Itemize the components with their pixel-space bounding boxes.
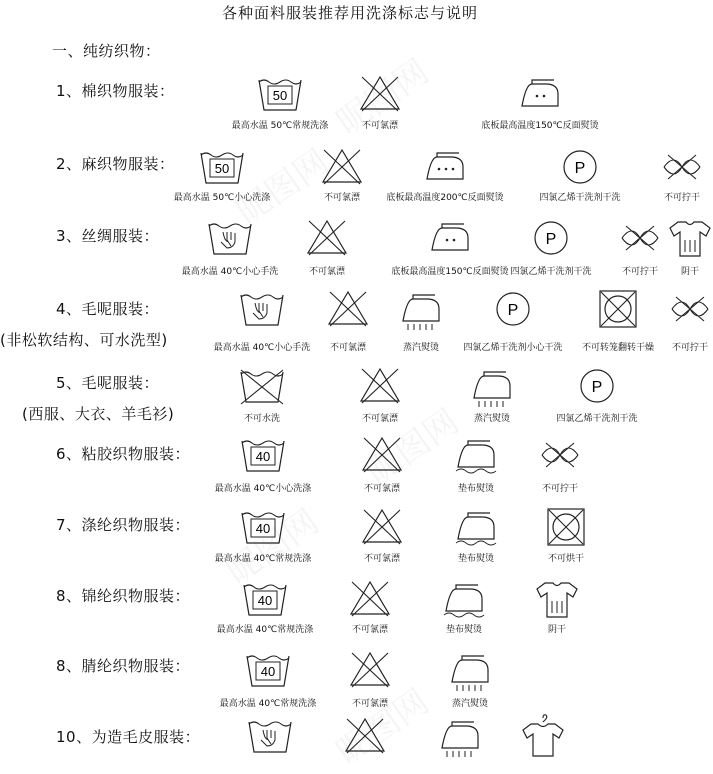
hang-dry-icon	[520, 714, 566, 758]
care-caption: 不可拧干	[671, 343, 709, 353]
care-caption: 不可转笼翻转干燥	[581, 343, 655, 353]
section-note: (西服、大衣、羊毛衫)	[22, 405, 175, 423]
section-label: 5、毛呢服装：	[56, 374, 160, 392]
wash-tub-icon	[199, 145, 245, 189]
care-caption: 蒸汽熨烫	[473, 414, 511, 424]
section-label: 7、涤纶织物服装：	[56, 516, 191, 534]
wash-temperature: 40	[260, 664, 276, 679]
section-note: (非松软结构、可水洗型)	[0, 331, 168, 349]
iron-icon	[517, 72, 563, 116]
care-caption: 四氯乙烯干洗剂干洗	[539, 193, 621, 203]
no-bleach-icon	[304, 216, 350, 260]
care-caption: 底板最高温度150℃反面熨烫	[481, 121, 599, 131]
care-caption: 不可氯漂	[351, 625, 389, 635]
no-bleach-icon	[325, 287, 371, 331]
shade-dry-icon	[534, 577, 580, 621]
wash-tub-icon	[245, 648, 291, 692]
care-caption: 垫布熨烫	[457, 554, 495, 564]
care-caption: 不可拧干	[621, 267, 659, 277]
care-caption: 最高水温 40℃小心手洗	[181, 267, 279, 277]
care-caption: 不可烘干	[547, 554, 585, 564]
wash-temperature: 40	[255, 449, 271, 464]
iron-cloth-icon	[441, 577, 487, 621]
care-caption: 最高水温 40℃小心手洗	[213, 343, 311, 353]
no-wring-icon	[659, 145, 705, 189]
care-caption: 最高水温 40℃小心洗涤	[214, 484, 312, 494]
no-bleach-icon	[357, 72, 403, 116]
dry-clean-icon	[490, 287, 536, 331]
no-bleach-icon	[319, 145, 365, 189]
section-label: 1、棉织物服装：	[56, 82, 175, 100]
care-caption: 不可拧干	[541, 484, 579, 494]
wash-tub-icon	[242, 577, 288, 621]
care-caption: 最高水温 40℃常规洗涤	[219, 699, 317, 709]
no-bleach-icon	[342, 714, 388, 758]
section-label: 10、为造毛皮服装：	[56, 728, 201, 746]
care-caption: 不可氯漂	[323, 193, 361, 203]
care-caption: 不可氯漂	[329, 343, 367, 353]
care-caption: 垫布熨烫	[445, 625, 483, 635]
no-bleach-icon	[347, 648, 393, 692]
care-caption: 底板最高温度200℃反面熨烫	[386, 193, 504, 203]
dry-clean-icon	[574, 364, 620, 408]
care-caption: 不可氯漂	[363, 554, 401, 564]
page-title: 各种面料服装推荐用洗涤标志与说明	[221, 4, 478, 22]
no-tumble-dry-icon	[543, 505, 589, 549]
no-wring-icon	[667, 287, 713, 331]
dry-clean-letter: P	[507, 302, 519, 319]
care-caption: 不可氯漂	[361, 121, 399, 131]
no-wring-icon	[617, 216, 663, 260]
steam-iron-icon	[398, 287, 444, 331]
no-bleach-icon	[359, 433, 405, 477]
care-caption: 底板最高温度150℃反面熨烫	[391, 267, 509, 277]
section-label: 8、腈纶织物服装：	[56, 657, 191, 675]
section-label: 2、麻织物服装：	[56, 155, 175, 173]
hand-wash-icon	[247, 714, 293, 758]
care-caption: 阴干	[680, 267, 700, 277]
care-caption: 垫布熨烫	[457, 484, 495, 494]
shade-dry-icon	[667, 216, 713, 260]
dry-clean-letter: P	[591, 379, 603, 396]
dry-clean-letter: P	[545, 231, 557, 248]
care-caption: 不可拧干	[663, 193, 701, 203]
iron-icon	[422, 145, 468, 189]
care-caption: 最高水温 50℃小心洗涤	[173, 193, 271, 203]
care-caption: 不可氯漂	[351, 699, 389, 709]
no-bleach-icon	[357, 364, 403, 408]
section-label: 6、粘胶织物服装：	[56, 445, 191, 463]
care-caption: 最高水温 50℃常规洗涤	[231, 121, 329, 131]
steam-iron-icon	[437, 714, 483, 758]
wash-tub-icon	[240, 433, 286, 477]
care-caption: 不可水洗	[243, 414, 281, 424]
dry-clean-icon	[528, 216, 574, 260]
iron-icon	[427, 216, 473, 260]
steam-iron-icon	[447, 648, 493, 692]
care-caption: 四氯乙烯干洗剂小心干洗	[463, 343, 563, 353]
no-wring-icon	[537, 433, 583, 477]
iron-cloth-icon	[453, 505, 499, 549]
wash-temperature: 40	[257, 593, 273, 608]
care-caption: 最高水温 40℃常规洗涤	[216, 625, 314, 635]
no-bleach-icon	[347, 577, 393, 621]
wash-tub-icon	[240, 505, 286, 549]
wash-temperature: 50	[214, 161, 230, 176]
care-caption: 不可氯漂	[363, 484, 401, 494]
hand-wash-icon	[239, 287, 285, 331]
section-label: 4、毛呢服装：	[56, 300, 160, 318]
wash-temperature: 40	[255, 521, 271, 536]
care-caption: 不可氯漂	[308, 267, 346, 277]
no-wash-icon	[239, 364, 285, 408]
dry-clean-icon	[557, 145, 603, 189]
care-caption: 不可氯漂	[361, 414, 399, 424]
no-bleach-icon	[359, 505, 405, 549]
care-caption: 蒸汽熨烫	[451, 699, 489, 709]
steam-iron-icon	[469, 364, 515, 408]
care-caption: 四氯乙烯干洗剂干洗	[556, 414, 638, 424]
hand-wash-icon	[207, 216, 253, 260]
section-label: 3、丝绸服装：	[56, 227, 160, 245]
care-caption: 阴干	[547, 625, 567, 635]
care-caption: 最高水温 40℃常规洗涤	[214, 554, 312, 564]
wash-tub-icon	[257, 72, 303, 116]
section-label: 8、锦纶织物服装：	[56, 587, 191, 605]
no-tumble-dry-icon	[595, 287, 641, 331]
section-heading: 一、纯纺织物：	[52, 42, 161, 60]
care-caption: 蒸汽熨烫	[402, 343, 440, 353]
wash-temperature: 50	[272, 88, 288, 103]
dry-clean-letter: P	[574, 160, 586, 177]
iron-cloth-icon	[453, 433, 499, 477]
care-caption: 四氯乙烯干洗剂干洗	[510, 267, 592, 277]
